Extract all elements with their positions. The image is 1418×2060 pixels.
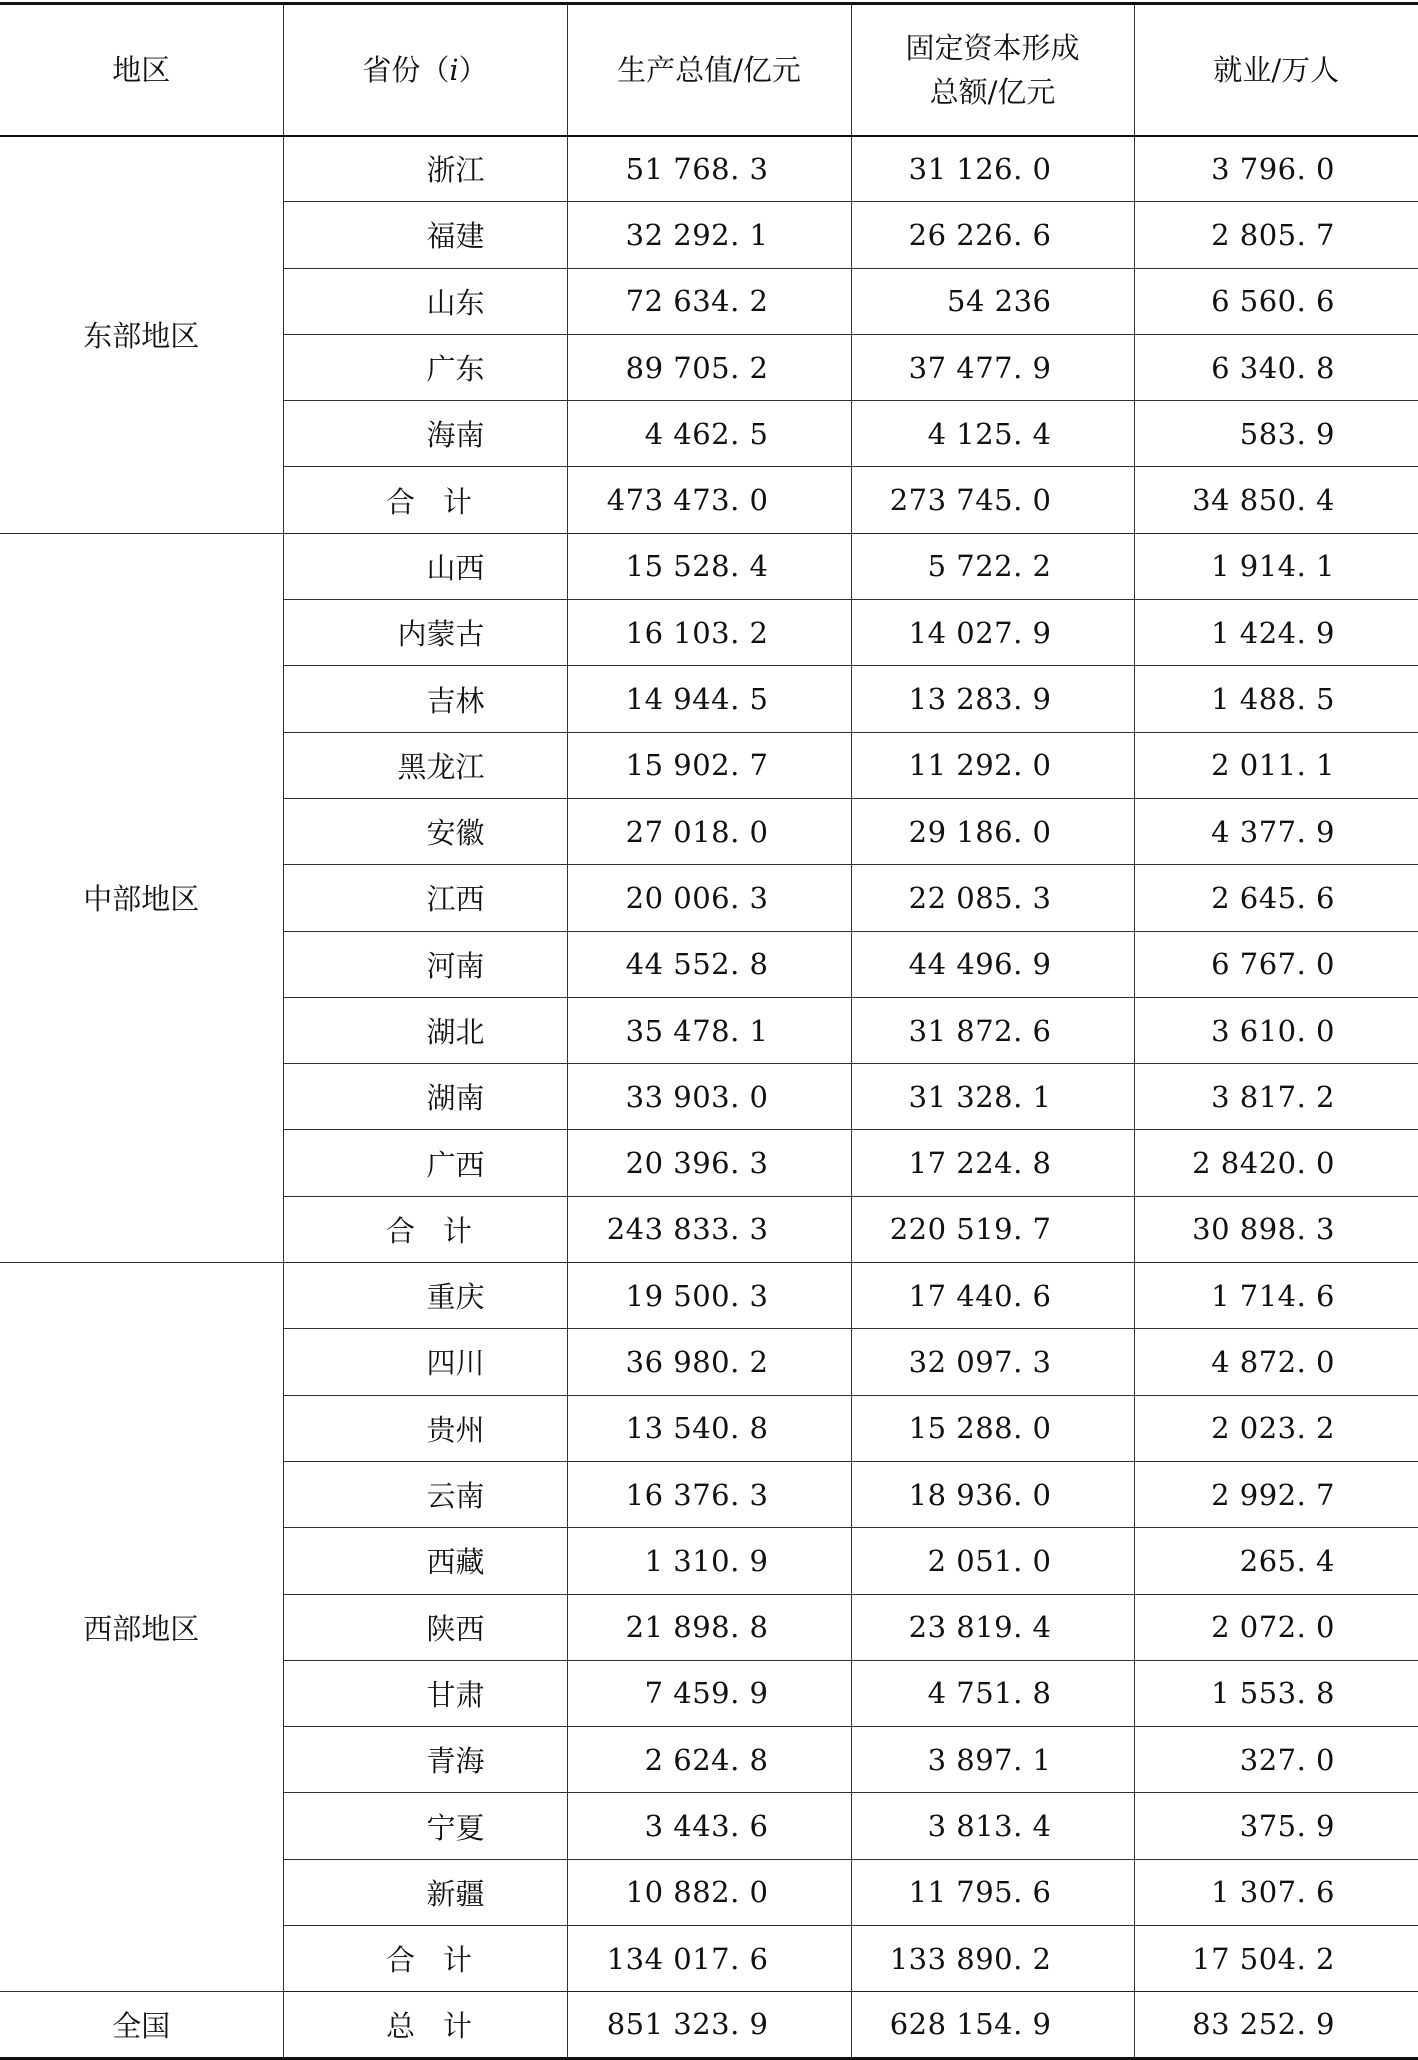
gdp-cell: 20 006. 3	[567, 865, 851, 931]
region-cell: 西部地区	[0, 1263, 283, 1992]
region-cell: 中部地区	[0, 533, 283, 1262]
employment-cell: 6 340. 8	[1134, 334, 1418, 400]
regional-economy-table	[0, 2, 1418, 2060]
capital-cell: 26 226. 6	[851, 202, 1134, 268]
capital-cell: 31 872. 6	[851, 997, 1134, 1063]
capital-cell: 29 186. 0	[851, 798, 1134, 864]
capital-cell: 15 288. 0	[851, 1395, 1134, 1461]
capital-cell: 2 051. 0	[851, 1528, 1134, 1594]
gdp-cell: 33 903. 0	[567, 1064, 851, 1130]
province-cell: 四川	[283, 1329, 567, 1395]
gdp-cell: 32 292. 1	[567, 202, 851, 268]
capital-cell: 37 477. 9	[851, 334, 1134, 400]
subtotal-gdp-cell: 243 833. 3	[567, 1196, 851, 1262]
gdp-cell: 7 459. 9	[567, 1660, 851, 1726]
table-header	[0, 4, 1418, 136]
national-region-cell: 全国	[0, 1992, 283, 2058]
province-cell: 广西	[283, 1130, 567, 1196]
gdp-cell: 27 018. 0	[567, 798, 851, 864]
employment-cell: 3 796. 0	[1134, 136, 1418, 202]
employment-cell: 2 072. 0	[1134, 1594, 1418, 1660]
capital-cell: 18 936. 0	[851, 1461, 1134, 1527]
subtotal-gdp-cell: 473 473. 0	[567, 467, 851, 533]
gdp-cell: 72 634. 2	[567, 268, 851, 334]
employment-cell: 2 023. 2	[1134, 1395, 1418, 1461]
capital-cell: 54 236	[851, 268, 1134, 334]
province-cell: 河南	[283, 931, 567, 997]
capital-cell: 11 292. 0	[851, 732, 1134, 798]
gdp-cell: 14 944. 5	[567, 666, 851, 732]
employment-cell: 1 488. 5	[1134, 666, 1418, 732]
gdp-cell: 89 705. 2	[567, 334, 851, 400]
table-row	[0, 1263, 1418, 1329]
capital-cell: 3 813. 4	[851, 1793, 1134, 1859]
gdp-cell: 3 443. 6	[567, 1793, 851, 1859]
province-cell: 青海	[283, 1727, 567, 1793]
header-province-var: i	[449, 52, 459, 87]
capital-cell: 4 125. 4	[851, 401, 1134, 467]
capital-cell: 31 126. 0	[851, 136, 1134, 202]
national-label-cell	[283, 1992, 567, 2058]
province-cell: 黑龙江	[283, 732, 567, 798]
total-label-text: 总计	[385, 2008, 500, 2043]
gdp-cell: 51 768. 3	[567, 136, 851, 202]
employment-cell: 265. 4	[1134, 1528, 1418, 1594]
subtotal-capital-cell: 133 890. 2	[851, 1926, 1134, 1992]
national-total-row	[0, 1992, 1418, 2058]
capital-cell: 32 097. 3	[851, 1329, 1134, 1395]
province-cell: 吉林	[283, 666, 567, 732]
employment-cell: 6 767. 0	[1134, 931, 1418, 997]
subtotal-label-cell	[283, 467, 567, 533]
national-gdp-cell: 851 323. 9	[567, 1992, 851, 2058]
employment-cell: 583. 9	[1134, 401, 1418, 467]
employment-cell: 1 307. 6	[1134, 1859, 1418, 1925]
total-label-text: 合计	[385, 1943, 500, 1978]
employment-cell: 6 560. 6	[1134, 268, 1418, 334]
province-cell: 湖南	[283, 1064, 567, 1130]
province-cell: 陕西	[283, 1594, 567, 1660]
capital-cell: 44 496. 9	[851, 931, 1134, 997]
subtotal-capital-cell: 273 745. 0	[851, 467, 1134, 533]
national-capital-cell: 628 154. 9	[851, 1992, 1134, 2058]
province-cell: 山东	[283, 268, 567, 334]
employment-cell: 3 817. 2	[1134, 1064, 1418, 1130]
gdp-cell: 15 528. 4	[567, 533, 851, 599]
header-gdp: 生产总值/亿元	[567, 4, 851, 136]
table-row	[0, 533, 1418, 599]
gdp-cell: 20 396. 3	[567, 1130, 851, 1196]
capital-cell: 4 751. 8	[851, 1660, 1134, 1726]
employment-cell: 4 377. 9	[1134, 798, 1418, 864]
capital-cell: 17 440. 6	[851, 1263, 1134, 1329]
gdp-cell: 44 552. 8	[567, 931, 851, 997]
province-cell: 海南	[283, 401, 567, 467]
province-cell: 广东	[283, 334, 567, 400]
subtotal-label-cell	[283, 1926, 567, 1992]
region-cell: 东部地区	[0, 136, 283, 534]
header-employment: 就业/万人	[1134, 4, 1418, 136]
province-cell: 内蒙古	[283, 600, 567, 666]
gdp-cell: 10 882. 0	[567, 1859, 851, 1925]
header-capital-line2: 总额/亿元	[929, 74, 1056, 109]
employment-cell: 375. 9	[1134, 1793, 1418, 1859]
employment-cell: 4 872. 0	[1134, 1329, 1418, 1395]
table-body	[0, 136, 1418, 2059]
employment-cell: 2 011. 1	[1134, 732, 1418, 798]
gdp-cell: 15 902. 7	[567, 732, 851, 798]
employment-cell: 1 714. 6	[1134, 1263, 1418, 1329]
province-cell: 重庆	[283, 1263, 567, 1329]
capital-cell: 31 328. 1	[851, 1064, 1134, 1130]
employment-cell: 2 805. 7	[1134, 202, 1418, 268]
capital-cell: 13 283. 9	[851, 666, 1134, 732]
subtotal-employment-cell: 30 898. 3	[1134, 1196, 1418, 1262]
gdp-cell: 21 898. 8	[567, 1594, 851, 1660]
province-cell: 甘肃	[283, 1660, 567, 1726]
gdp-cell: 16 103. 2	[567, 600, 851, 666]
employment-cell: 1 553. 8	[1134, 1660, 1418, 1726]
total-label-text: 合计	[385, 484, 500, 519]
province-cell: 贵州	[283, 1395, 567, 1461]
employment-cell: 2 645. 6	[1134, 865, 1418, 931]
subtotal-employment-cell: 17 504. 2	[1134, 1926, 1418, 1992]
province-cell: 江西	[283, 865, 567, 931]
province-cell: 云南	[283, 1461, 567, 1527]
capital-cell: 22 085. 3	[851, 865, 1134, 931]
employment-cell: 1 424. 9	[1134, 600, 1418, 666]
gdp-cell: 2 624. 8	[567, 1727, 851, 1793]
province-cell: 安徽	[283, 798, 567, 864]
province-cell: 新疆	[283, 1859, 567, 1925]
header-capital	[851, 4, 1134, 136]
subtotal-gdp-cell: 134 017. 6	[567, 1926, 851, 1992]
header-province-pre: 省份（	[362, 52, 450, 87]
national-employment-cell: 83 252. 9	[1134, 1992, 1418, 2058]
gdp-cell: 13 540. 8	[567, 1395, 851, 1461]
province-cell: 湖北	[283, 997, 567, 1063]
employment-cell: 2 992. 7	[1134, 1461, 1418, 1527]
province-cell: 浙江	[283, 136, 567, 202]
capital-cell: 23 819. 4	[851, 1594, 1134, 1660]
province-cell: 宁夏	[283, 1793, 567, 1859]
province-cell: 山西	[283, 533, 567, 599]
employment-cell: 2 8420. 0	[1134, 1130, 1418, 1196]
gdp-cell: 35 478. 1	[567, 997, 851, 1063]
gdp-cell: 36 980. 2	[567, 1329, 851, 1395]
header-province	[283, 4, 567, 136]
province-cell: 西藏	[283, 1528, 567, 1594]
employment-cell: 327. 0	[1134, 1727, 1418, 1793]
header-province-post: ）	[458, 52, 488, 87]
header-region: 地区	[0, 4, 283, 136]
gdp-cell: 19 500. 3	[567, 1263, 851, 1329]
subtotal-employment-cell: 34 850. 4	[1134, 467, 1418, 533]
table-row	[0, 136, 1418, 202]
gdp-cell: 16 376. 3	[567, 1461, 851, 1527]
province-cell: 福建	[283, 202, 567, 268]
subtotal-capital-cell: 220 519. 7	[851, 1196, 1134, 1262]
gdp-cell: 1 310. 9	[567, 1528, 851, 1594]
capital-cell: 5 722. 2	[851, 533, 1134, 599]
header-capital-line1: 固定资本形成	[905, 30, 1080, 65]
subtotal-label-cell	[283, 1196, 567, 1262]
gdp-cell: 4 462. 5	[567, 401, 851, 467]
capital-cell: 11 795. 6	[851, 1859, 1134, 1925]
total-label-text: 合计	[385, 1213, 500, 1248]
employment-cell: 3 610. 0	[1134, 997, 1418, 1063]
capital-cell: 14 027. 9	[851, 600, 1134, 666]
capital-cell: 3 897. 1	[851, 1727, 1134, 1793]
employment-cell: 1 914. 1	[1134, 533, 1418, 599]
capital-cell: 17 224. 8	[851, 1130, 1134, 1196]
